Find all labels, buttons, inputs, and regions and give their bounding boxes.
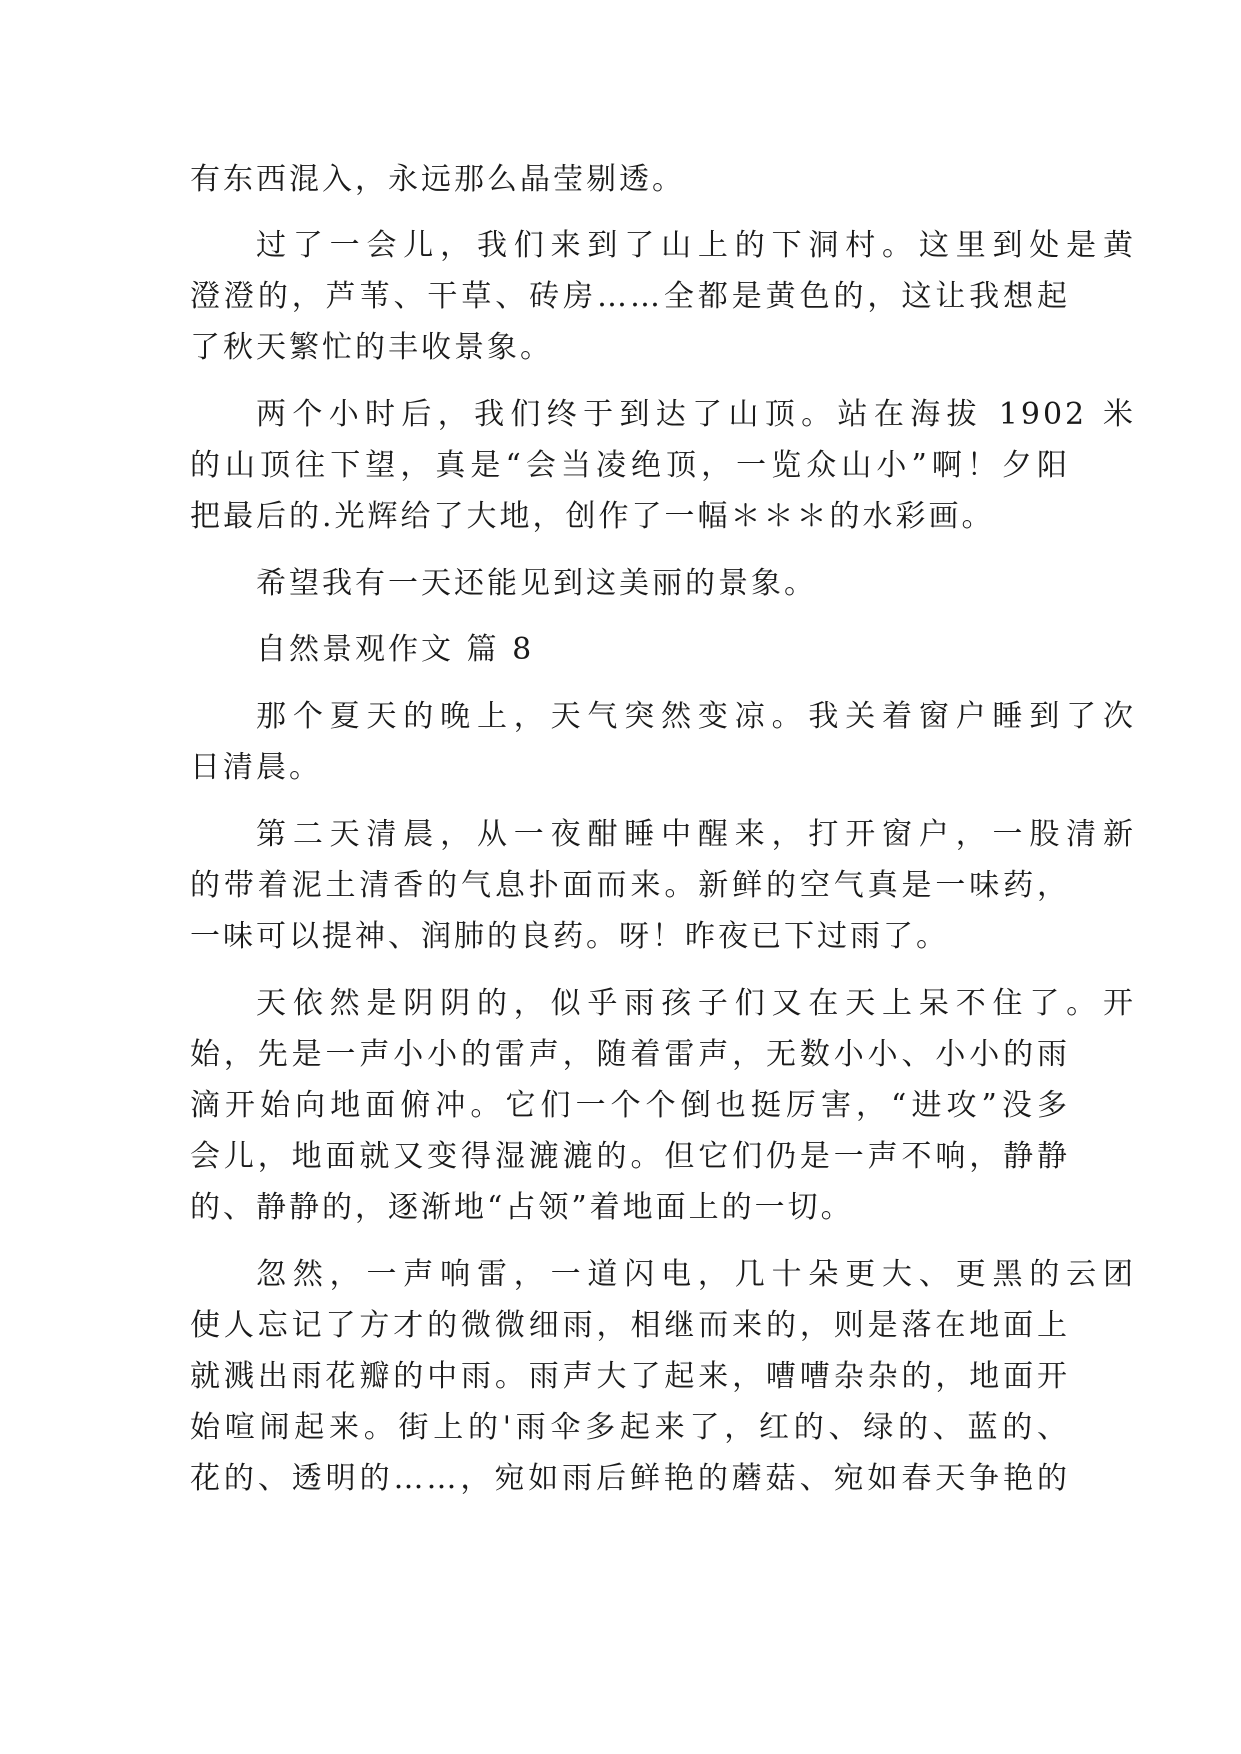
text-line: 使人忘记了方才的微微细雨，相继而来的，则是落在地面上 (190, 1308, 1070, 1343)
text-line: 过了一会儿，我们来到了山上的下洞村。这里到处是黄 (256, 228, 1136, 263)
text-line: 的山顶往下望，真是“会当凌绝顶，一览众山小”啊！夕阳 (190, 448, 1070, 483)
text-line: 始喧闹起来。街上的'雨伞多起来了，红的、绿的、蓝的、 (190, 1410, 1070, 1445)
text-line: 的、静静的，逐渐地“占领”着地面上的一切。 (190, 1190, 854, 1225)
text-line: 一味可以提神、润肺的良药。呀！昨夜已下过雨了。 (190, 919, 949, 954)
text-line: 有东西混入，永远那么晶莹剔透。 (190, 162, 685, 197)
text-line: 第二天清晨，从一夜酣睡中醒来，打开窗户，一股清新 (256, 817, 1136, 852)
text-line: 天依然是阴阴的，似乎雨孩子们又在天上呆不住了。开 (256, 986, 1136, 1021)
text-line: 了秋天繁忙的丰收景象。 (190, 330, 553, 365)
text-line: 花的、透明的……，宛如雨后鲜艳的蘑菇、宛如春天争艳的 (190, 1461, 1070, 1496)
text-line: 会儿，地面就又变得湿漉漉的。但它们仍是一声不响，静静 (190, 1139, 1070, 1174)
text-line: 滴开始向地面俯冲。它们一个个倒也挺厉害，“进攻”没多 (190, 1088, 1070, 1123)
text-line: 日清晨。 (190, 750, 322, 785)
text-line: 澄澄的，芦苇、干草、砖房……全都是黄色的，这让我想起 (190, 279, 1070, 314)
text-line: 始，先是一声小小的雷声，随着雷声，无数小小、小小的雨 (190, 1037, 1070, 1072)
text-line: 就溅出雨花瓣的中雨。雨声大了起来，嘈嘈杂杂的，地面开 (190, 1359, 1070, 1394)
section-heading: 自然景观作文 篇 8 (256, 632, 535, 667)
text-line: 把最后的.光辉给了大地，创作了一幅＊＊＊的水彩画。 (190, 499, 995, 534)
text-line: 两个小时后，我们终于到达了山顶。站在海拔 1902 米 (256, 397, 1136, 432)
text-line: 希望我有一天还能见到这美丽的景象。 (256, 566, 817, 601)
text-line: 的带着泥土清香的气息扑面而来。新鲜的空气真是一味药， (190, 868, 1070, 903)
text-line: 忽然，一声响雷，一道闪电，几十朵更大、更黑的云团 (256, 1257, 1136, 1292)
text-line: 那个夏天的晚上，天气突然变凉。我关着窗户睡到了次 (256, 699, 1136, 734)
